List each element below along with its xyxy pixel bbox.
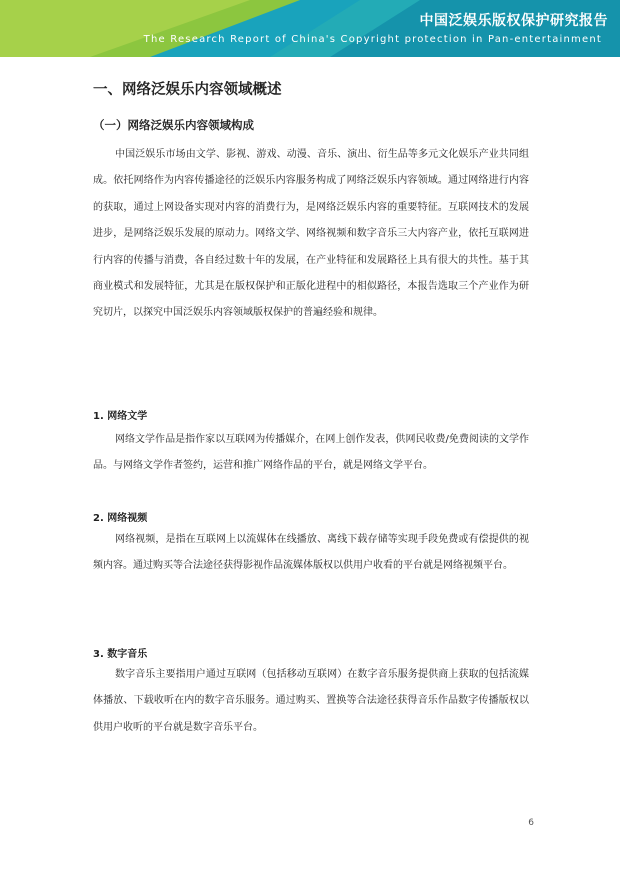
page-number: 6 — [528, 818, 534, 828]
intro-paragraph: 中国泛娱乐市场由文学、影视、游戏、动漫、音乐、演出、衍生品等多元文化娱乐产业共同组成。依托网络作为内容传播途径的泛娱乐内容服务构成了网络泛娱乐内容领域。通过网络进行内容的获取，通过上网设备实现对内容的消费行为，是网络泛娱乐内容的重要特征。互联网技术的发展进步，是网络泛娱乐发展的原动力。网络文学、网络视频和数字音乐三大内容产业，依托互联网进行内容的传播与消费，各自经过数十年的发展，在产业特征和发展路径上具有很大的共性。基于其商业模式和发展特征，尤其是在版权保护和正版化进程中的相似路径，本报告选取三个产业作为研究切片，以探究中国泛娱乐内容领域版权保护的普遍经验和规律。 — [93, 149, 529, 319]
subsection-heading: （一）网络泛娱乐内容领域构成 — [93, 118, 254, 132]
item-text-network-video: 网络视频，是指在互联网上以流媒体在线播放、离线下载存储等实现手段免费或有偿提供的视频内容。通过购买等合法途径获得影视作品流媒体版权以供用户收看的平台就是网络视频平台。 — [93, 534, 529, 572]
page-header — [0, 0, 620, 57]
section-heading: 一、网络泛娱乐内容领域概述 — [93, 82, 282, 98]
item-heading-network-literature: 1. 网络文学 — [93, 411, 148, 422]
report-title: 中国泛娱乐版权保护研究报告 — [419, 13, 608, 29]
report-subtitle: The Research Report of China's Copyright protection in Pan-entertainment — [143, 34, 602, 45]
item-heading-digital-music: 3. 数字音乐 — [93, 649, 148, 660]
item-text-network-literature: 网络文学作品是指作家以互联网为传播媒介，在网上创作发表，供网民收费/免费阅读的文学作品。与网络文学作者签约，运营和推广网络作品的平台，就是网络文学平台。 — [93, 434, 529, 472]
item-heading-network-video: 2. 网络视频 — [93, 513, 148, 524]
item-text-digital-music: 数字音乐主要指用户通过互联网（包括移动互联网）在数字音乐服务提供商上获取的包括流媒体播放、下载收听在内的数字音乐服务。通过购买、置换等合法途径获得音乐作品数字传播版权以供用户收听的平台就是数字音乐平台。 — [93, 669, 529, 733]
